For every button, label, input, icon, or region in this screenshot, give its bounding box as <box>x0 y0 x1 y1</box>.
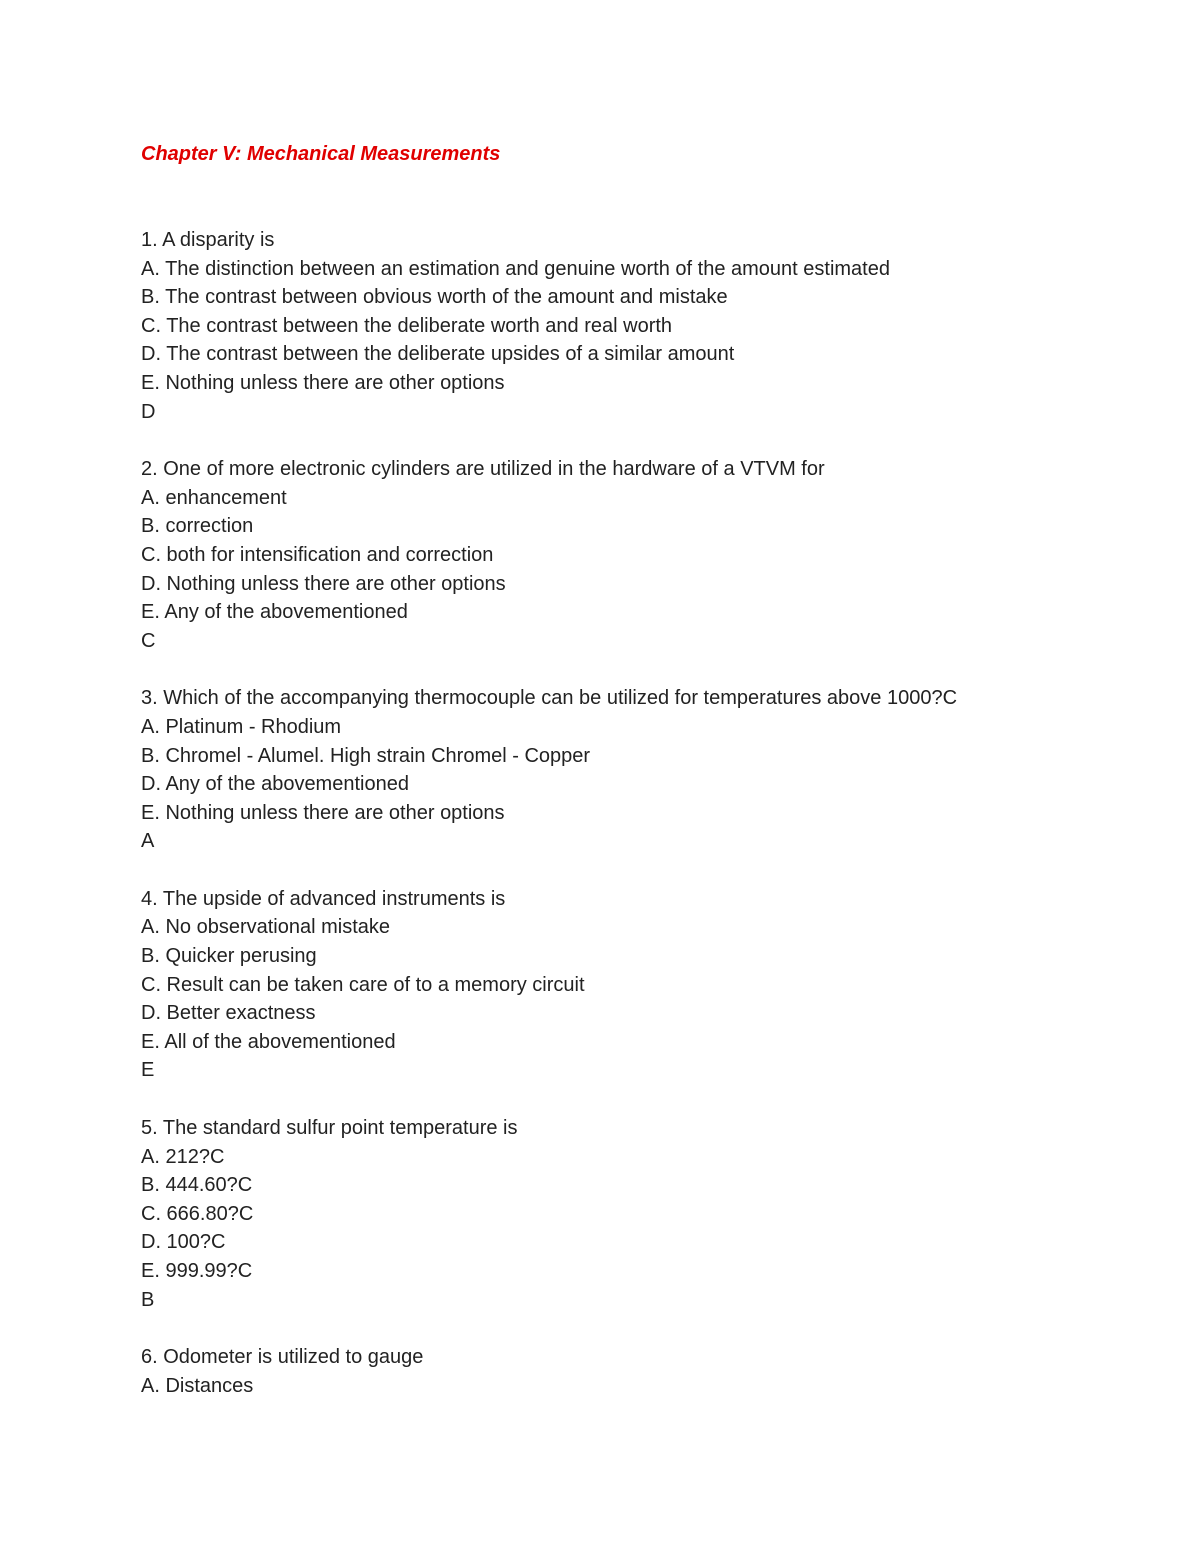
option-c: C. The contrast between the deliberate worth and real worth <box>141 314 673 337</box>
option-a: A. 212?C <box>141 1145 225 1168</box>
question-block-1 <box>141 226 1141 426</box>
option-d: D. The contrast between the deliberate upsides of a similar amount <box>141 343 735 366</box>
answer-key: E <box>141 1059 155 1082</box>
option-b: B. 444.60?C <box>141 1174 253 1197</box>
option-a: A. Platinum - Rhodium <box>141 715 342 738</box>
option-c: C. both for intensification and correction <box>141 543 494 566</box>
option-e: E. Nothing unless there are other options <box>141 801 505 824</box>
question-block-2 <box>141 455 1141 655</box>
option-a: A. Distances <box>141 1374 254 1397</box>
option-d: D. Nothing unless there are other options <box>141 572 506 595</box>
question-text: 1. A disparity is <box>141 229 275 251</box>
option-e: E. Nothing unless there are other options <box>141 371 505 394</box>
option-a: A. enhancement <box>141 486 287 509</box>
answer-key: B <box>141 1288 155 1311</box>
option-d: D. 100?C <box>141 1231 226 1254</box>
question-list <box>141 226 1141 1429</box>
option-b: B. Chromel - Alumel. High strain Chromel - Copper <box>141 744 591 767</box>
option-c: C. 666.80?C <box>141 1202 254 1225</box>
question-text: 6. Odometer is utilized to gauge <box>141 1346 424 1369</box>
question-text: 2. One of more electronic cylinders are utilized in the hardware of a VTVM for <box>141 458 825 481</box>
answer-key: D <box>141 400 156 423</box>
option-b: B. The contrast between obvious worth of the amount and mistake <box>141 286 728 309</box>
answer-key: A <box>141 830 155 853</box>
question-text: 3. Which of the accompanying thermocouple can be utilized for temperatures above 1000?C <box>141 687 958 710</box>
option-a: A. The distinction between an estimation and genuine worth of the amount estimated <box>141 257 890 280</box>
question-block-3 <box>141 684 1141 856</box>
option-d: D. Any of the abovementioned <box>141 773 409 796</box>
option-b: B. correction <box>141 515 254 538</box>
option-b: B. Quicker perusing <box>141 945 317 968</box>
question-block-5 <box>141 1114 1141 1314</box>
answer-key: C <box>141 629 156 652</box>
option-e: E. 999.99?C <box>141 1260 253 1282</box>
option-d: D. Better exactness <box>141 1002 316 1025</box>
chapter-title: Chapter V: Mechanical Measurements <box>141 143 501 165</box>
option-e: E. All of the abovementioned <box>141 1030 396 1053</box>
question-block-6 <box>141 1343 1141 1400</box>
question-block-4 <box>141 885 1141 1085</box>
option-c: C. Result can be taken care of to a memory circuit <box>141 973 585 996</box>
question-text: 5. The standard sulfur point temperature is <box>141 1117 518 1140</box>
option-a: A. No observational mistake <box>141 916 391 939</box>
option-e: E. Any of the abovementioned <box>141 601 408 624</box>
question-text: 4. The upside of advanced instruments is <box>141 887 506 910</box>
